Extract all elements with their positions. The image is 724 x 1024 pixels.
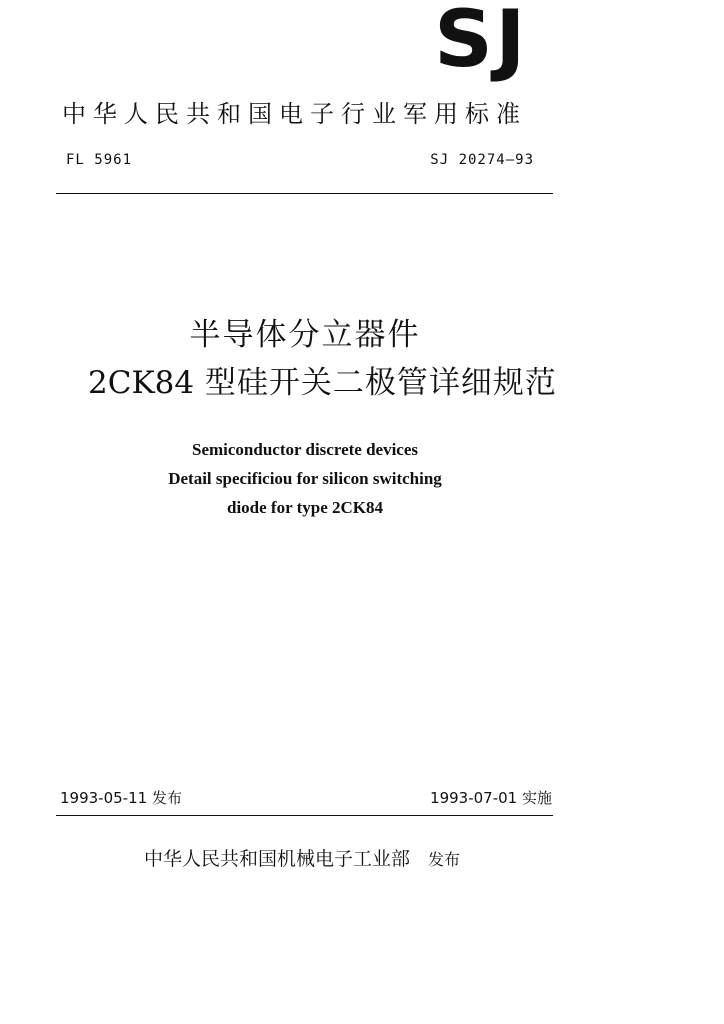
title-en-line3: diode for type 2CK84 [227,498,383,517]
standard-type-header: 中华人民共和国电子行业军用标准 [62,100,527,128]
standard-number: SJ 20274—93 [430,152,534,168]
title-cn-line2 [88,365,557,401]
classification-code: FL 5961 [66,152,133,168]
effective-date: 1993-07-01 实施 [430,789,552,807]
publisher-line [144,844,460,871]
bottom-divider [56,815,553,816]
title-en-line2: Detail specificiou for silicon switching [168,469,442,488]
title-cn-line1: 半导体分立器件 [189,317,421,353]
title-cn-model: 2CK84 [88,365,195,401]
top-divider [56,193,553,194]
sj-logo: SJ [434,0,528,85]
title-en-line1: Semiconductor discrete devices [192,440,418,459]
title-cn-line2-text: 型硅开关二极管详细规范 [204,365,557,401]
publisher-name: 中华人民共和国机械电子工业部 [144,848,411,870]
issue-date: 1993-05-11 发布 [60,789,182,807]
publisher-suffix: 发布 [428,850,461,869]
